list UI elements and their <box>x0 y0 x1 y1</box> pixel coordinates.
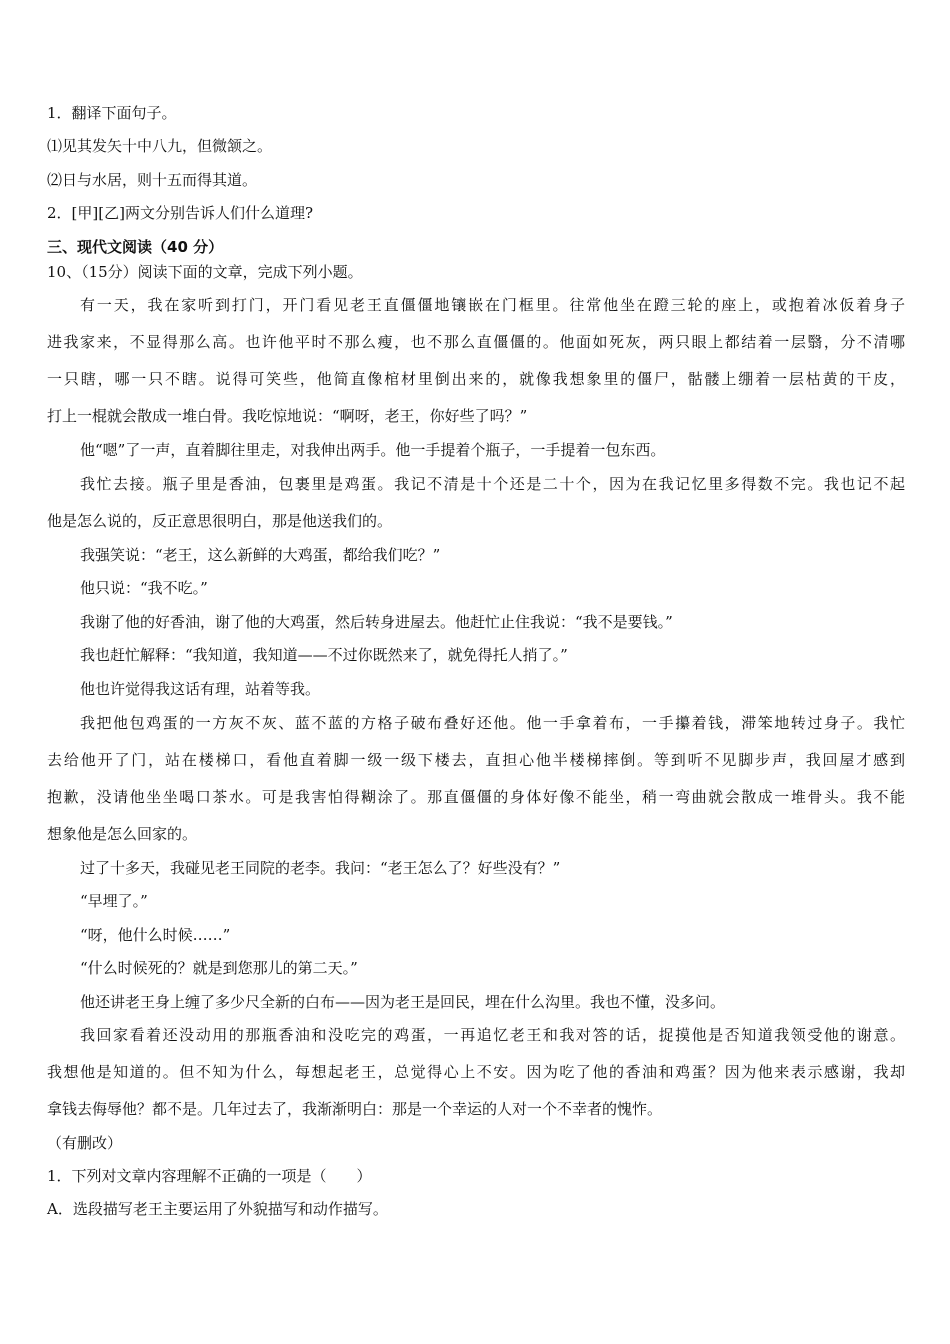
passage-line: 进我家来，不显得那么高。也许他平时不那么瘦，也不那么直僵僵的。他面如死灰，两只眼上都结着一层翳，分不清哪 <box>47 333 905 351</box>
passage-line: 他只说：“我不吃。” <box>80 579 208 597</box>
passage-line: 我忙去接。瓶子里是香油，包裹里是鸡蛋。我记不清是十个还是二十个，因为在我记忆里多得数不完。我也记不起 <box>80 475 905 493</box>
option-a: A．选段描写老王主要运用了外貌描写和动作描写。 <box>47 1200 388 1218</box>
passage-line: 我强笑说：“老王，这么新鲜的大鸡蛋，都给我们吃？” <box>80 546 441 564</box>
section-heading: 三、现代文阅读（40 分） <box>47 238 224 256</box>
passage-line: 打上一棍就会散成一堆白骨。我吃惊地说：“啊呀，老王，你好些了吗？” <box>47 407 528 425</box>
passage-line: 去给他开了门，站在楼梯口，看他直着脚一级一级下楼去，直担心他半楼梯摔倒。等到听不见脚步声，我回屋才感到 <box>47 751 905 769</box>
passage-line: “呀，他什么时候……” <box>80 926 231 944</box>
passage-line: 我把他包鸡蛋的一方灰不灰、蓝不蓝的方格子破布叠好还他。他一手拿着布，一手攥着钱，滞笨地转过身子。我忙 <box>80 714 905 732</box>
section-intro: 10、（15分）阅读下面的文章，完成下列小题。 <box>47 263 363 281</box>
passage-line: 有一天，我在家听到打门，开门看见老王直僵僵地镶嵌在门框里。往常他坐在蹬三轮的座上，或抱着冰仮着身子 <box>80 296 905 314</box>
passage-line: 想象他是怎么回家的。 <box>47 825 198 843</box>
sub-question-1: 1．下列对文章内容理解不正确的一项是（ ） <box>47 1167 372 1185</box>
passage-line: 抱歉，没请他坐坐喝口茶水。可是我害怕得糊涂了。那直僵僵的身体好像不能坐，稍一弯曲就会散成一堆骨头。我不能 <box>47 788 905 806</box>
passage-line: 他还讲老王身上缠了多少尺全新的白布——因为老王是回民，埋在什么沟里。我也不懂，没多问。 <box>80 993 726 1011</box>
passage-line: 我谢了他的好香油，谢了他的大鸡蛋，然后转身进屋去。他赶忙止住我说：“我不是要钱。” <box>80 613 673 631</box>
passage-source-note: （有删改） <box>47 1134 123 1152</box>
passage-line: 他“嗯”了一声，直着脚往里走，对我伸出两手。他一手提着个瓶子，一手提着一包东西。 <box>80 441 666 459</box>
passage-line: 我也赶忙解释：“我知道，我知道——不过你既然来了，就免得托人捎了。” <box>80 646 568 664</box>
question-1: 1．翻译下面句子。 <box>47 104 177 122</box>
question-2: 2．[甲][乙]两文分别告诉人们什么道理? <box>47 204 313 222</box>
passage-line: 过了十多天，我碰见老王同院的老李。我问：“老王怎么了？好些没有？” <box>80 859 561 877</box>
passage-line: 拿钱去侮辱他？都不是。几年过去了，我渐渐明白：那是一个幸运的人对一个不幸者的愧怍。 <box>47 1100 663 1118</box>
passage-line: 他也许觉得我这话有理，站着等我。 <box>80 680 321 698</box>
passage-line: 一只瞎，哪一只不瞎。说得可笑些，他简直像棺材里倒出来的，就像我想象里的僵尸，骷髅上绷着一层枯黄的干皮， <box>47 370 905 388</box>
passage-line: “什么时候死的？就是到您那儿的第二天。” <box>80 959 358 977</box>
question-1-sentence-1: ⑴见其发矢十中八九，但微颔之。 <box>47 137 273 155</box>
passage-line: “早埋了。” <box>80 892 148 910</box>
passage-line: 他是怎么说的，反正意思很明白，那是他送我们的。 <box>47 512 393 530</box>
passage-line: 我回家看着还没动用的那瓶香油和没吃完的鸡蛋，一再追忆老王和我对答的话，捉摸他是否知道我领受他的谢意。 <box>80 1026 905 1044</box>
question-1-sentence-2: ⑵日与水居，则十五而得其道。 <box>47 171 258 189</box>
passage-line: 我想他是知道的。但不知为什么，每想起老王，总觉得心上不安。因为吃了他的香油和鸡蛋？因为他来表示感谢，我却 <box>47 1063 905 1081</box>
